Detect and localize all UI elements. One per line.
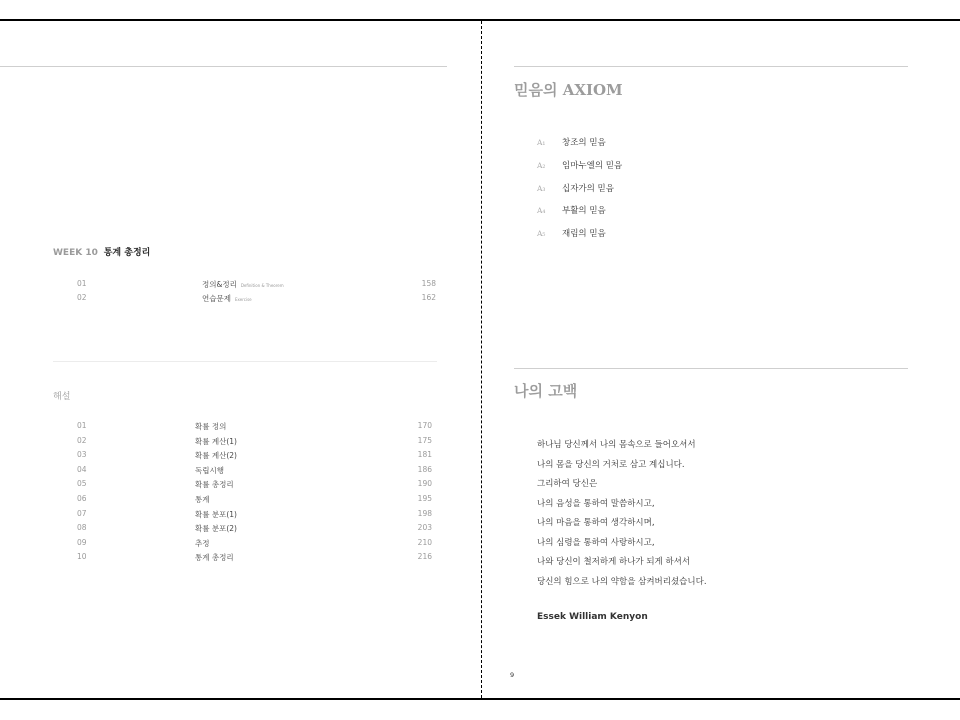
solution-row-page: 198 xyxy=(417,508,432,518)
toc-row-subtitle: Definition & Theorem xyxy=(240,283,284,288)
solution-row-title: 확률 정의 xyxy=(195,422,227,431)
solution-row-title: 확률 분포(2) xyxy=(195,524,237,534)
solution-row-page: 190 xyxy=(417,479,432,489)
axiom-item-label: A₃ xyxy=(537,183,546,193)
axiom-item xyxy=(537,159,622,171)
axiom-item-text: 창조의 믿음 xyxy=(562,138,606,148)
confession-line: 나의 마음을 통하여 생각하시며, xyxy=(537,518,655,528)
confession-line: 하나님 당신께서 나의 몸속으로 들어오셔서 xyxy=(537,440,696,450)
solution-row-page: 195 xyxy=(417,494,432,503)
axiom-item-text: 임마누엘의 믿음 xyxy=(562,160,623,171)
toc-row-title: 연습문제 Exercise xyxy=(202,294,252,303)
toc-row-number: 01 xyxy=(77,279,87,288)
confession-line: 나의 심령을 통하여 사랑하시고, xyxy=(537,537,655,548)
solution-row-number: 04 xyxy=(77,464,87,474)
solution-row-number: 09 xyxy=(77,537,87,547)
frame-top-border xyxy=(0,19,960,21)
toc-row-number: 02 xyxy=(77,293,87,302)
axiom-title: 믿음의 AXIOM xyxy=(514,81,623,99)
page-spine-divider xyxy=(481,21,482,698)
solution-row-page: 203 xyxy=(417,523,432,533)
solution-row-page: 216 xyxy=(417,552,432,562)
confession-line: 나의 몸을 당신의 거처로 삼고 계십니다. xyxy=(537,459,685,470)
solution-row-title: 확률 계산(2) xyxy=(195,451,237,461)
solution-row-number: 05 xyxy=(77,479,87,489)
solution-row-title: 독립시행 xyxy=(195,465,224,475)
confession-line: 나의 음성을 통하여 말씀하시고, xyxy=(537,498,655,509)
solution-row-number: 03 xyxy=(77,450,87,460)
solution-row-title: 통계 총정리 xyxy=(195,553,234,563)
axiom-item xyxy=(537,182,614,194)
solution-row-page: 210 xyxy=(417,537,432,547)
toc-row-subtitle: Exercise xyxy=(234,297,252,302)
axiom-item-text: 재림의 믿음 xyxy=(562,229,606,240)
axiom-item-label: A₂ xyxy=(537,160,546,170)
week-number: WEEK 10 xyxy=(53,248,98,258)
frame-bottom-border xyxy=(0,698,960,700)
solution-row-number: 06 xyxy=(77,494,87,503)
solution-row-page: 181 xyxy=(417,450,432,460)
toc-row-title: 정의&정리 Definition & Theorem xyxy=(202,280,284,289)
axiom-item xyxy=(537,204,606,216)
toc-row-page: 158 xyxy=(421,279,436,288)
confession-author: Essek William Kenyon xyxy=(537,612,648,622)
page-number: 9 xyxy=(510,671,515,679)
week-title: 통계 총정리 xyxy=(103,248,151,258)
solution-row-page: 186 xyxy=(417,464,432,474)
axiom-item-label: A₄ xyxy=(537,206,546,216)
week-heading xyxy=(53,245,150,258)
confession-line: 나와 당신이 철저하게 하나가 되게 하셔서 xyxy=(537,557,691,567)
axiom-item-text: 십자가의 믿음 xyxy=(562,183,614,194)
solution-row-title: 확률 총정리 xyxy=(195,480,234,490)
solution-row-page: 170 xyxy=(417,421,432,430)
axiom-item-text: 부활의 믿음 xyxy=(562,206,606,217)
right-mid-rule xyxy=(514,368,908,369)
left-mid-rule xyxy=(53,361,437,362)
confession-line: 당신의 힘으로 나의 약함을 삼켜버리셨습니다. xyxy=(537,576,707,587)
confession-line: 그리하여 당신은 xyxy=(537,479,598,489)
solution-row-title: 추정 xyxy=(195,538,210,548)
solutions-heading: 해설 xyxy=(53,392,71,402)
axiom-item-label: A₅ xyxy=(537,229,546,239)
solution-row-page: 175 xyxy=(417,435,432,445)
axiom-item-label: A₁ xyxy=(537,138,546,147)
solution-row-number: 02 xyxy=(77,435,87,445)
solution-row-number: 07 xyxy=(77,508,87,518)
axiom-item xyxy=(537,136,606,148)
axiom-item xyxy=(537,227,606,239)
solution-row-number: 08 xyxy=(77,523,87,533)
left-top-rule xyxy=(0,66,447,67)
solution-row-title: 확률 계산(1) xyxy=(195,436,237,446)
solution-row-title: 확률 분포(1) xyxy=(195,509,237,519)
solution-row-number: 10 xyxy=(77,552,87,562)
toc-row-page: 162 xyxy=(421,293,436,302)
solution-row-number: 01 xyxy=(77,421,87,430)
right-top-rule xyxy=(514,66,908,67)
confession-title: 나의 고백 xyxy=(514,382,578,400)
solution-row-title: 통계 xyxy=(195,495,210,504)
